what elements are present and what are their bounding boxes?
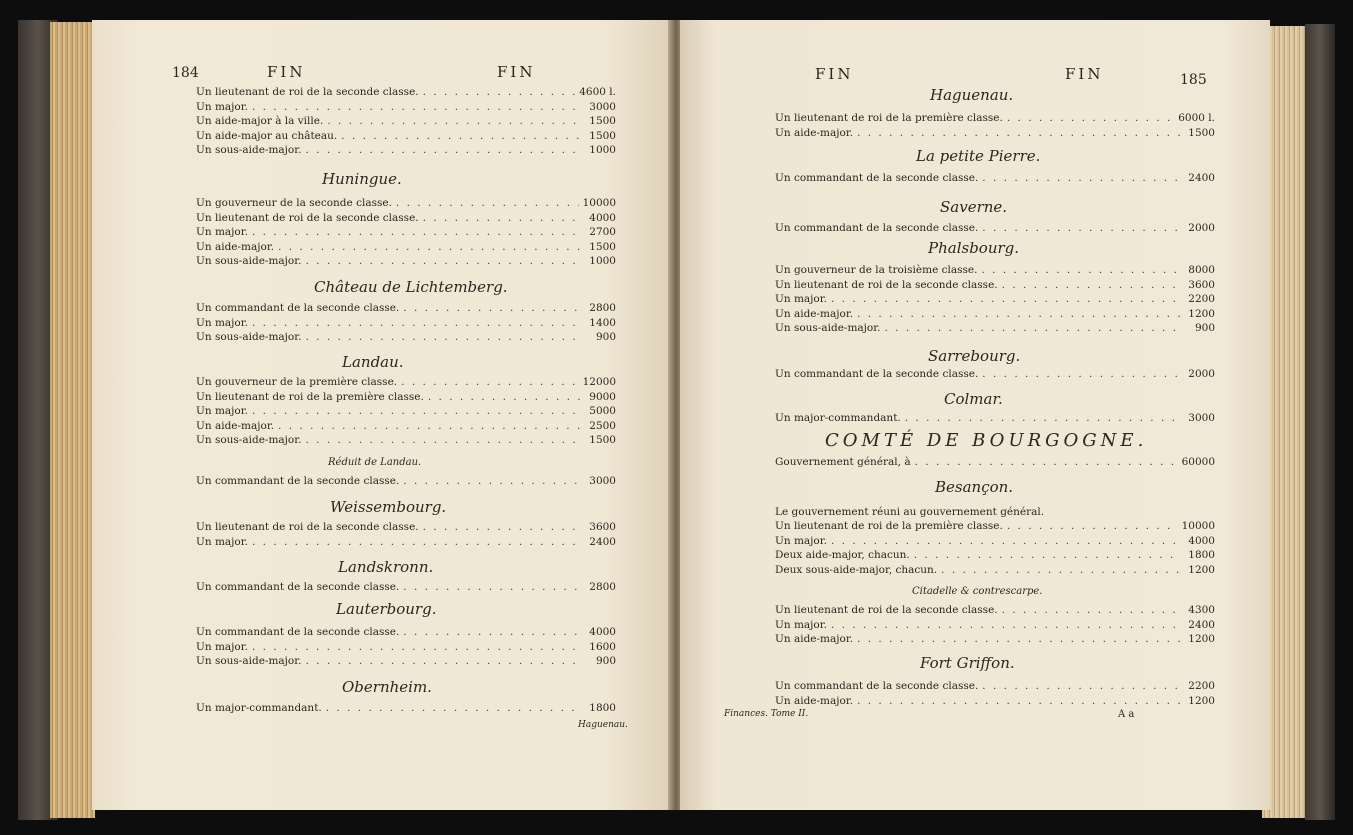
table-row <box>775 293 1215 307</box>
table-row <box>196 391 616 405</box>
row-value: 12000 <box>582 376 616 388</box>
table-row <box>196 331 616 345</box>
row-value: 2800 <box>589 302 616 314</box>
leader-dots <box>1002 604 1181 616</box>
row-value: 3000 <box>589 100 616 113</box>
section-title: Haguenau. <box>930 86 1014 104</box>
row-value: 1500 <box>589 240 616 253</box>
leader-dots <box>252 405 582 417</box>
row-value: 2000 <box>1188 222 1215 234</box>
section-title: Saverne. <box>940 198 1008 216</box>
table-row <box>775 322 1215 336</box>
row-label: Un lieutenant de roi de la première classe. <box>775 112 1003 124</box>
leader-dots <box>423 86 576 98</box>
row-label: Un sous-aide-major. <box>196 331 302 343</box>
section-title: Fort Griffon. <box>920 654 1015 672</box>
row-value: 4000 <box>589 211 616 224</box>
section-title: Phalsbourg. <box>928 239 1020 257</box>
leader-dots <box>305 144 582 156</box>
leader-dots <box>857 695 1181 707</box>
leader-dots <box>982 680 1181 692</box>
row-label: Un lieutenant de roi de la seconde classe. <box>196 521 419 533</box>
section-title: Huningue. <box>322 170 402 188</box>
table-row <box>196 475 616 489</box>
running-head-right: FIN <box>497 63 536 81</box>
table-row <box>775 279 1215 293</box>
leader-dots <box>1007 520 1178 532</box>
running-head-left: FIN <box>815 65 854 83</box>
table-row <box>196 212 616 226</box>
row-label: Un major. <box>196 640 248 653</box>
table-row <box>196 115 616 129</box>
leader-dots <box>831 619 1181 631</box>
leader-dots <box>305 331 582 343</box>
table-row <box>775 619 1215 633</box>
row-value: 900 <box>595 655 616 667</box>
signature-mark: A a <box>1118 709 1135 720</box>
section-title: Obernheim. <box>342 678 432 696</box>
row-value: 1200 <box>1188 563 1215 576</box>
row-value: 8000 <box>1188 264 1215 276</box>
row-label: Un lieutenant de roi de la première classe. <box>775 520 1003 532</box>
row-value: 900 <box>1194 322 1215 334</box>
leader-dots <box>278 420 582 432</box>
catchword: Haguenau. <box>578 720 628 730</box>
table-row <box>775 604 1215 618</box>
leader-dots <box>982 222 1181 234</box>
leader-dots <box>982 368 1181 380</box>
row-value: 2400 <box>1188 172 1215 184</box>
leader-dots <box>884 322 1181 334</box>
row-label: Un commandant de la seconde classe. <box>196 475 400 487</box>
row-value: 3000 <box>1188 412 1215 424</box>
table-row <box>196 86 616 100</box>
row-label: Un major-commandant. <box>196 702 322 714</box>
row-value: 6000 l. <box>1178 112 1215 124</box>
row-value: 1500 <box>589 129 616 142</box>
leader-dots <box>428 391 582 403</box>
row-label: Un sous-aide-major. <box>775 322 881 334</box>
table-row <box>775 222 1215 236</box>
leader-dots <box>252 101 582 113</box>
table-row <box>775 520 1215 534</box>
row-value: 1200 <box>1188 307 1215 320</box>
row-label: Un major. <box>196 405 248 417</box>
page-number: 184 <box>172 65 199 81</box>
table-row <box>196 317 616 331</box>
row-label: Un commandant de la seconde classe. <box>775 368 979 380</box>
row-value: 10000 <box>1181 520 1215 532</box>
row-label: Un major. <box>196 535 248 548</box>
right-page <box>680 20 1270 810</box>
row-label: Un gouverneur de la troisième classe. <box>775 264 978 276</box>
section-title: La petite Pierre. <box>916 147 1041 165</box>
row-value: 2500 <box>589 419 616 432</box>
row-value: 2400 <box>1188 618 1215 631</box>
row-value: 4600 l. <box>579 86 616 98</box>
table-row <box>775 456 1215 470</box>
row-value: 1200 <box>1188 694 1215 707</box>
leader-dots <box>401 376 578 388</box>
row-label: Un lieutenant de roi de la seconde classe. <box>775 278 998 291</box>
row-label: Un commandant de la seconde classe. <box>775 680 979 692</box>
leader-dots <box>403 302 582 314</box>
row-label: Un commandant de la seconde classe. <box>196 626 400 638</box>
section-intro: Le gouvernement réuni au gouvernement général. <box>775 506 1045 518</box>
leader-dots <box>327 115 582 127</box>
table-row <box>775 172 1215 186</box>
row-label: Un major. <box>775 618 827 631</box>
table-row <box>196 376 616 390</box>
leader-dots <box>905 412 1181 424</box>
row-label: Un sous-aide-major. <box>196 255 302 267</box>
table-row <box>775 127 1215 141</box>
row-value: 4300 <box>1188 604 1215 616</box>
row-value: 4000 <box>589 626 616 638</box>
row-value: 3600 <box>589 521 616 533</box>
left-page <box>92 20 674 810</box>
row-label: Un sous-aide-major. <box>196 655 302 667</box>
table-row <box>196 197 616 211</box>
row-label: Un gouverneur de la seconde classe. <box>196 197 392 209</box>
subsection-title: Réduit de Landau. <box>328 457 422 468</box>
row-label: Deux sous-aide-major, chacun. <box>775 563 938 576</box>
row-value: 3000 <box>589 475 616 487</box>
table-row <box>775 680 1215 694</box>
right-cover <box>1305 24 1335 820</box>
row-label: Un lieutenant de roi de la première classe. <box>196 390 424 403</box>
row-label: Un major. <box>196 316 248 329</box>
leader-dots <box>981 264 1181 276</box>
row-value: 9000 <box>589 390 616 403</box>
row-value: 1500 <box>589 115 616 127</box>
table-row <box>196 536 616 550</box>
leader-dots <box>326 702 582 714</box>
table-row <box>775 412 1215 426</box>
row-label: Un commandant de la seconde classe. <box>775 222 979 234</box>
table-row <box>775 112 1215 126</box>
row-label: Un major. <box>196 226 248 238</box>
leader-dots <box>1007 112 1174 124</box>
leader-dots <box>915 456 1178 468</box>
row-label: Un aide-major à la ville. <box>196 115 324 127</box>
row-label: Un sous-aide-major. <box>196 434 302 446</box>
table-row <box>196 581 616 595</box>
running-head-right: FIN <box>1065 65 1104 83</box>
section-title: Besançon. <box>935 478 1014 496</box>
row-label: Un lieutenant de roi de la seconde classe. <box>196 86 419 98</box>
row-value: 1000 <box>589 144 616 156</box>
row-label: Un lieutenant de roi de la seconde classe. <box>196 211 419 224</box>
section-title: Colmar. <box>944 390 1003 408</box>
leader-dots <box>278 241 582 253</box>
leader-dots <box>252 317 582 329</box>
table-row <box>196 144 616 158</box>
row-label: Un lieutenant de roi de la seconde classe. <box>775 604 998 616</box>
table-row <box>775 368 1215 382</box>
leader-dots <box>941 564 1181 576</box>
row-label: Un major. <box>775 293 827 305</box>
row-label: Gouvernement général, à <box>775 456 911 468</box>
row-value: 3600 <box>1188 278 1215 291</box>
leader-dots <box>396 197 579 209</box>
leader-dots <box>857 633 1181 645</box>
leader-dots <box>403 626 582 638</box>
row-label: Deux aide-major, chacun. <box>775 549 910 561</box>
row-value: 5000 <box>589 405 616 417</box>
section-title: Landskronn. <box>338 558 434 576</box>
table-row <box>196 521 616 535</box>
leader-dots <box>252 536 582 548</box>
row-label: Un major. <box>196 100 248 113</box>
leader-dots <box>857 127 1181 139</box>
row-label: Un aide-major. <box>775 126 854 139</box>
table-row <box>196 130 616 144</box>
table-row <box>775 564 1215 578</box>
leader-dots <box>252 226 582 238</box>
running-head-left: FIN <box>267 63 306 81</box>
row-value: 2700 <box>589 226 616 238</box>
row-label: Un major-commandant. <box>775 412 901 424</box>
leader-dots <box>914 549 1181 561</box>
row-value: 1400 <box>589 316 616 329</box>
leader-dots <box>403 581 582 593</box>
row-label: Un major. <box>775 534 827 547</box>
table-row <box>196 405 616 419</box>
row-label: Un aide-major. <box>196 419 275 432</box>
leader-dots <box>341 130 582 142</box>
row-value: 1200 <box>1188 633 1215 645</box>
table-row <box>196 255 616 269</box>
row-label: Un aide-major. <box>196 240 275 253</box>
table-row <box>196 655 616 669</box>
leader-dots <box>982 172 1181 184</box>
table-row <box>196 226 616 240</box>
leader-dots <box>252 641 582 653</box>
page-number: 185 <box>1180 72 1207 88</box>
row-value: 1800 <box>589 702 616 714</box>
table-row <box>196 626 616 640</box>
section-title: Lauterbourg. <box>336 600 437 618</box>
leader-dots <box>831 535 1181 547</box>
row-label: Un aide-major. <box>775 633 854 645</box>
leader-dots <box>305 255 582 267</box>
leader-dots <box>423 521 582 533</box>
section-title: Landau. <box>342 353 404 371</box>
table-row <box>775 264 1215 278</box>
leader-dots <box>305 434 582 446</box>
section-title: Weissembourg. <box>330 498 447 516</box>
section-title: COMTÉ DE BOURGOGNE. <box>825 430 1148 451</box>
table-row <box>196 641 616 655</box>
row-label: Un gouverneur de la première classe. <box>196 376 398 388</box>
left-page-edges <box>50 22 95 818</box>
row-value: 1800 <box>1188 549 1215 561</box>
row-value: 2000 <box>1188 368 1215 380</box>
leader-dots <box>1002 279 1181 291</box>
row-value: 10000 <box>582 197 616 209</box>
row-label: Un sous-aide-major. <box>196 144 302 156</box>
row-value: 2200 <box>1188 293 1215 305</box>
table-row <box>196 434 616 448</box>
row-label: Un aide-major au château. <box>196 129 338 142</box>
leader-dots <box>423 212 582 224</box>
row-value: 1500 <box>1188 126 1215 139</box>
row-value: 1500 <box>589 434 616 446</box>
row-label: Un aide-major. <box>775 307 854 320</box>
footer-note: Finances. Tome II. <box>724 709 809 719</box>
section-title: Sarrebourg. <box>928 347 1021 365</box>
table-row <box>196 302 616 316</box>
subsection-title: Citadelle & contrescarpe. <box>912 586 1043 597</box>
leader-dots <box>305 655 582 667</box>
table-row <box>196 702 616 716</box>
leader-dots <box>857 308 1181 320</box>
row-label: Un commandant de la seconde classe. <box>196 581 400 593</box>
table-row <box>775 549 1215 563</box>
section-title: Château de Lichtemberg. <box>314 278 508 296</box>
leader-dots <box>831 293 1181 305</box>
row-value: 900 <box>595 331 616 343</box>
table-row <box>775 535 1215 549</box>
row-value: 1600 <box>589 640 616 653</box>
table-row <box>196 420 616 434</box>
row-label: Un commandant de la seconde classe. <box>775 172 979 184</box>
row-value: 2400 <box>589 535 616 548</box>
row-value: 2800 <box>589 581 616 593</box>
row-value: 4000 <box>1188 534 1215 547</box>
row-label: Un commandant de la seconde classe. <box>196 302 400 314</box>
table-row <box>196 241 616 255</box>
row-value: 2200 <box>1188 680 1215 692</box>
leader-dots <box>403 475 582 487</box>
row-value: 60000 <box>1181 456 1215 468</box>
table-row <box>775 695 1215 709</box>
row-label: Un aide-major. <box>775 694 854 707</box>
table-row <box>775 308 1215 322</box>
table-row <box>775 633 1215 647</box>
row-value: 1000 <box>589 255 616 267</box>
table-row <box>196 101 616 115</box>
